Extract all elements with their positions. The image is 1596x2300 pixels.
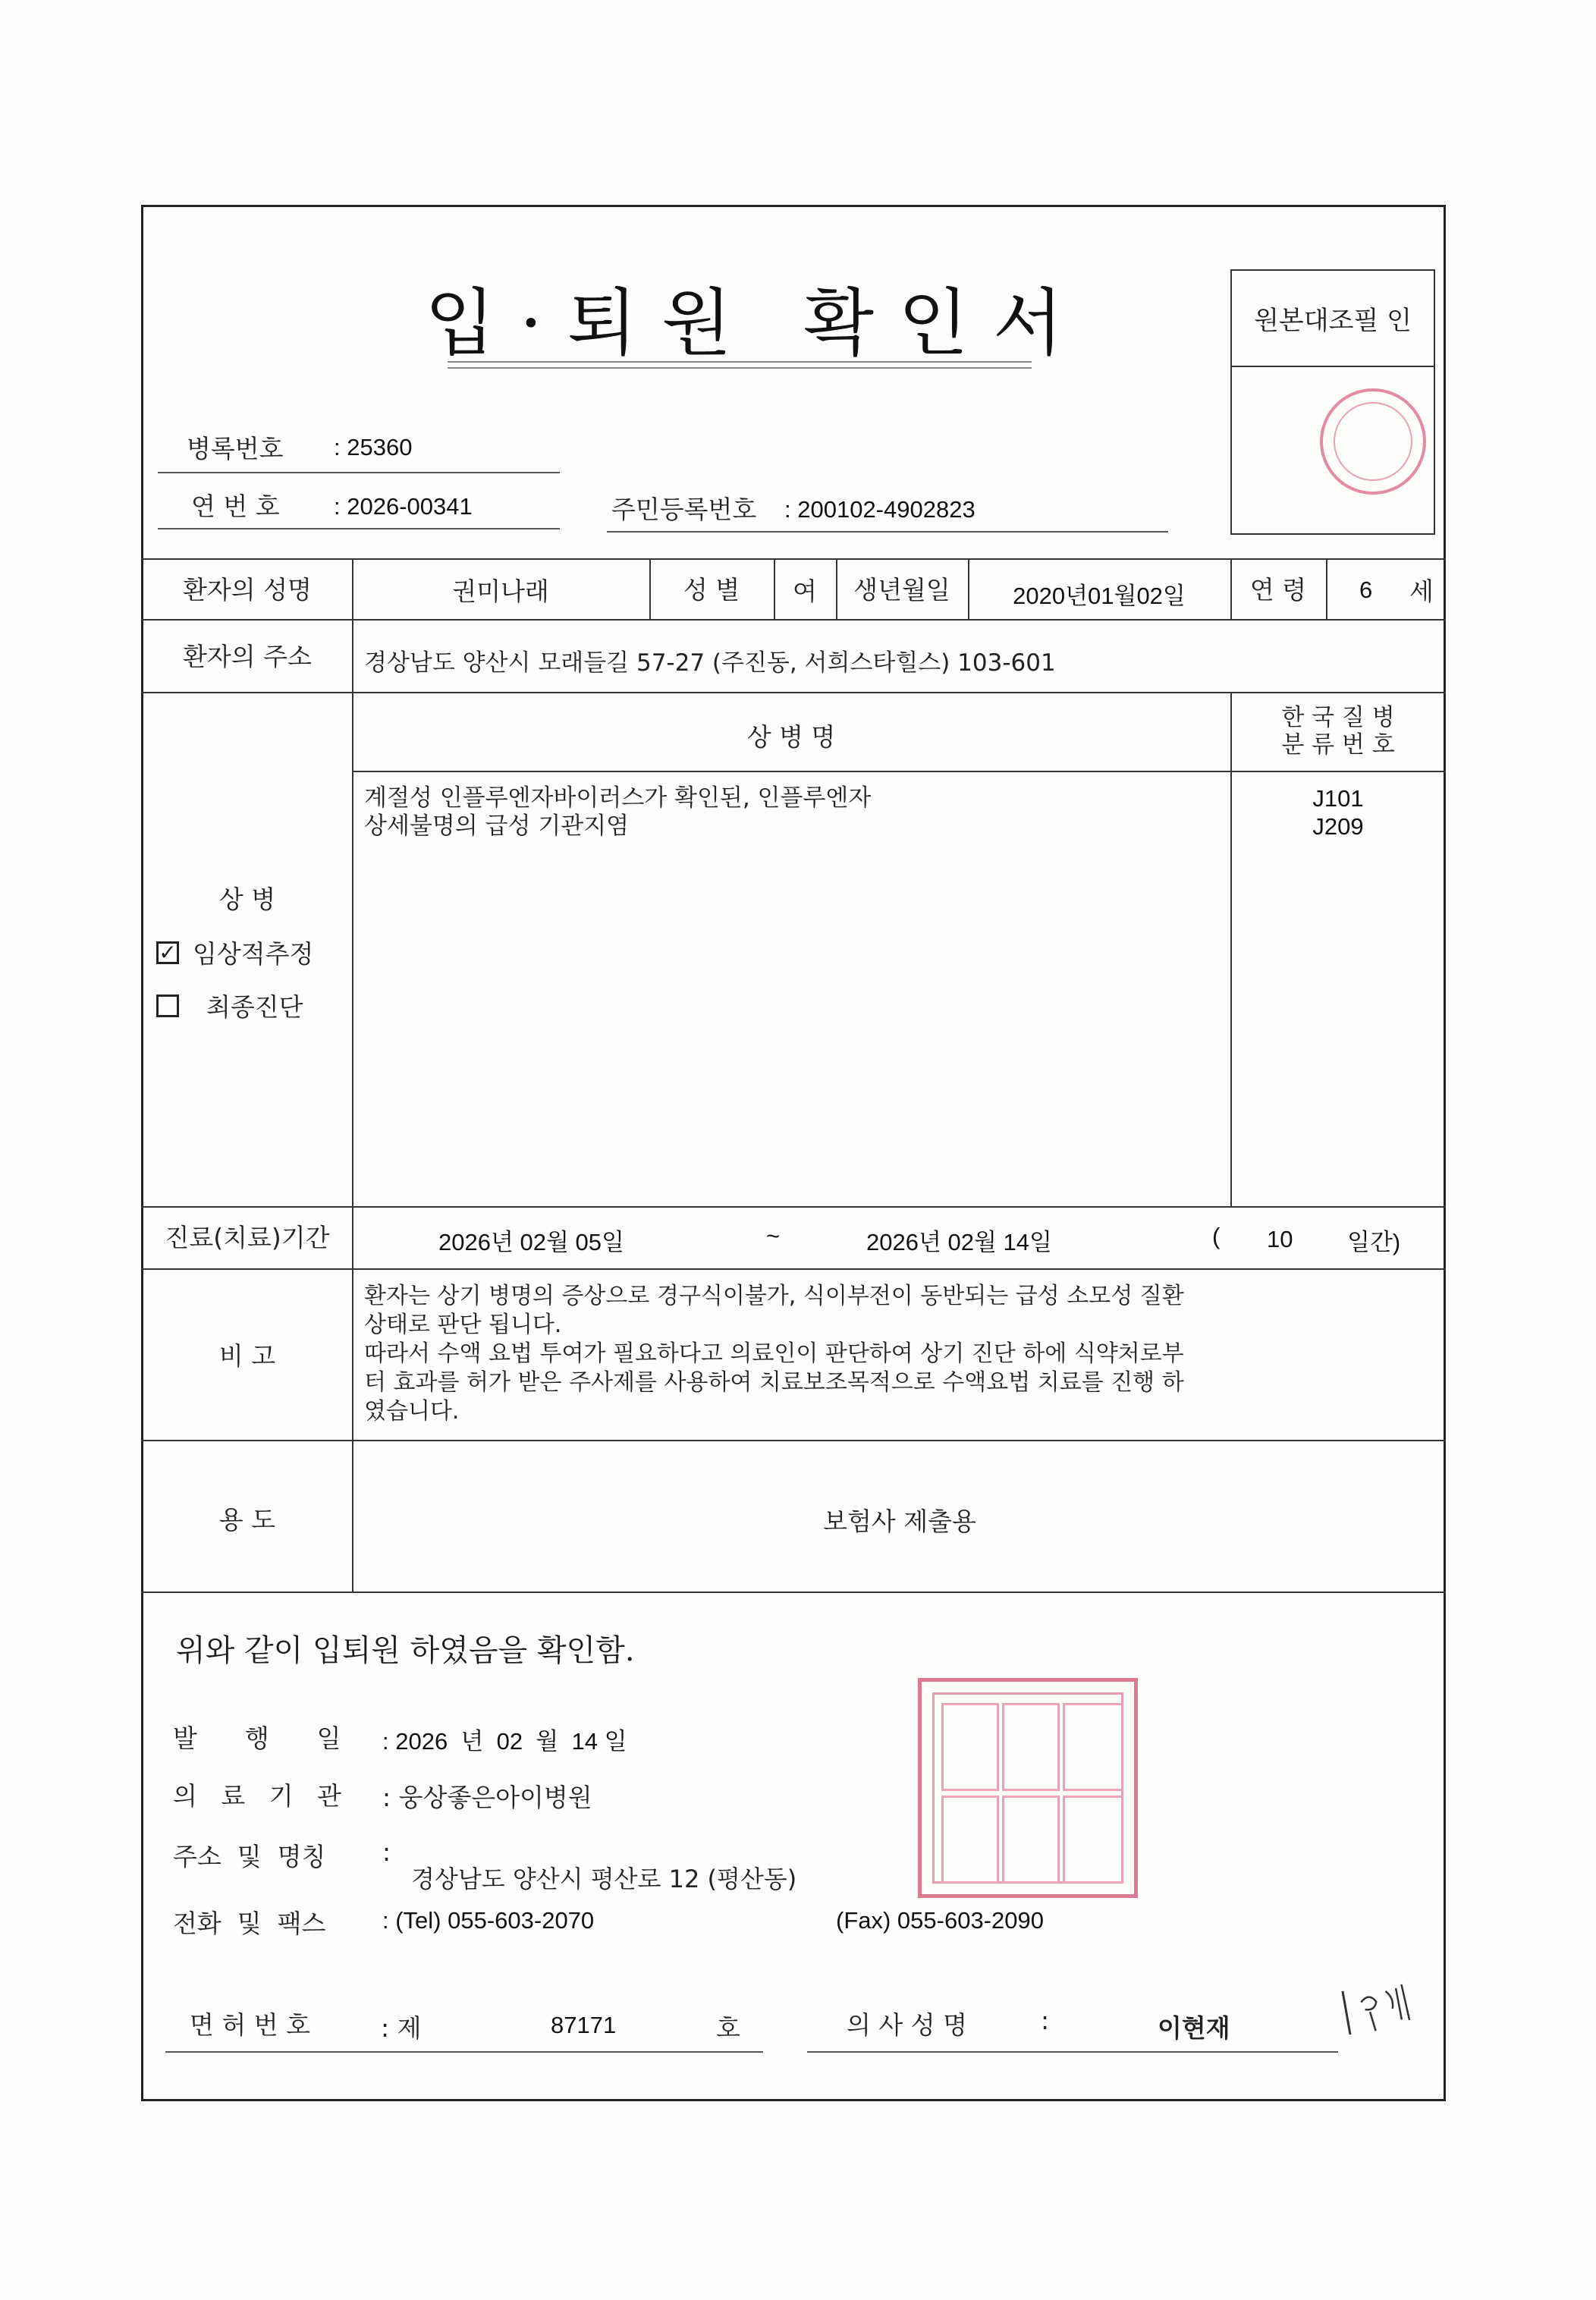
institution-name: 웅상좋은아이병원 — [398, 1783, 592, 1812]
doctor-underline — [807, 2051, 1338, 2053]
license-suffix: 호 — [716, 2013, 740, 2043]
col-line — [1230, 692, 1232, 1206]
row-line — [141, 1591, 1446, 1593]
institution-address: 경상남도 양산시 평산로 12 (평산동) — [411, 1865, 797, 1893]
row-line — [141, 1206, 1446, 1208]
diagnosis-name-header: 상 병 명 — [746, 722, 836, 752]
diagnosis-code: J209 — [1312, 813, 1364, 840]
sex-value: 여 — [793, 577, 817, 606]
final-diagnosis-label: 최종진단 — [206, 992, 303, 1022]
serial-no: 2026-00341 — [347, 493, 473, 520]
doctor-label: 의 사 성 명 — [847, 2010, 967, 2040]
doctor-colon: : — [1041, 2006, 1050, 2035]
remarks-line: 환자는 상기 병명의 증상으로 경구식이불가, 식이부전이 동반되는 급성 소모성 질환 — [364, 1283, 1184, 1309]
row-line — [141, 1440, 1446, 1441]
period-start: 2026년 02월 05일 — [438, 1229, 624, 1255]
record-no-value: : 25360 — [334, 434, 413, 460]
patient-name-label: 환자의 성명 — [183, 575, 312, 605]
period-tilde: ~ — [766, 1223, 781, 1249]
remarks-line: 따라서 수액 요법 투여가 필요하다고 의료인이 판단하여 상기 진단 하에 식약처로부 — [364, 1340, 1184, 1367]
signature-icon — [1335, 1972, 1426, 2044]
resident-no: 200102-4902823 — [797, 496, 976, 523]
address-label: 환자의 주소 — [183, 642, 312, 671]
institution-value: : 웅상좋은아이병원 — [382, 1783, 592, 1812]
record-no-underline — [158, 472, 560, 473]
col-line — [352, 558, 353, 1591]
treatment-period-label: 진료(치료)기간 — [165, 1223, 330, 1252]
resident-no-value: : 200102-4902823 — [784, 496, 976, 523]
period-end: 2026년 02월 14일 — [866, 1229, 1052, 1255]
doctor-signature — [1335, 1972, 1427, 2050]
remarks-line: 였습니다. — [364, 1398, 460, 1425]
title-underline-2 — [448, 367, 1032, 369]
serial-no-underline — [158, 528, 560, 529]
birth-value: 2020년01월02일 — [1013, 583, 1186, 609]
diagnosis-text — [364, 784, 871, 841]
sex-label: 성 별 — [683, 575, 740, 605]
doctor-name: 이현재 — [1158, 2013, 1230, 2043]
clinical-estimate-label: 임상적추정 — [193, 939, 314, 969]
record-no-label: 병록번호 — [187, 434, 284, 463]
serial-no-value: : 2026-00341 — [334, 493, 473, 520]
record-no: 25360 — [347, 434, 413, 460]
diagnosis-code: J101 — [1312, 785, 1364, 812]
remarks-label: 비 고 — [218, 1341, 276, 1371]
institution-label: 의 료 기 관 — [173, 1781, 341, 1811]
age-label: 연 령 — [1249, 575, 1307, 605]
remarks-line: 터 효과를 허가 받은 주사제를 사용하여 치료보조목적으로 수액요법 치료를 진행 하 — [364, 1369, 1184, 1396]
col-line — [1326, 558, 1327, 619]
kcd-code-header-line1: 한 국 질 병 — [1281, 704, 1395, 731]
phone-fax-label: 전화 및 팩스 — [173, 1909, 326, 1938]
serial-no-label: 연 번 호 — [191, 492, 280, 521]
diagnosis-line: 계절성 인플루엔자바이러스가 확인된, 인플루엔자 — [364, 784, 872, 812]
empty-box-icon[interactable] — [156, 994, 179, 1017]
verification-seal-icon — [1320, 388, 1426, 495]
license-label: 면 허 번 호 — [190, 2010, 310, 2040]
original-verification-label: 원본대조필 인 — [1232, 271, 1434, 367]
title-underline — [448, 361, 1032, 363]
row-line — [141, 558, 1446, 560]
license-prefix-text: 제 — [397, 2013, 422, 2043]
final-diagnosis-option[interactable] — [156, 988, 303, 1023]
hospital-seal-icon — [918, 1678, 1138, 1898]
patient-name: 권미나래 — [452, 577, 549, 606]
row-line — [141, 1268, 1446, 1270]
clinical-estimate-option[interactable] — [156, 935, 313, 970]
tel-number: (Tel) 055-603-2070 — [395, 1907, 595, 1934]
license-underline — [165, 2051, 763, 2053]
fax-value: (Fax) 055-603-2090 — [836, 1907, 1044, 1934]
diagnosis-label: 상 병 — [218, 884, 276, 914]
remarks-text — [364, 1282, 1426, 1426]
period-open-paren: ( — [1212, 1223, 1221, 1249]
purpose-label: 용 도 — [218, 1505, 276, 1535]
age-unit: 세 — [1409, 577, 1434, 606]
birth-label: 생년월일 — [853, 575, 950, 605]
license-number: 87171 — [551, 2012, 617, 2038]
row-line — [141, 692, 1446, 693]
period-days-unit: 일간) — [1347, 1229, 1401, 1255]
confirmation-text: 위와 같이 입퇴원 하였음을 확인함. — [176, 1633, 635, 1668]
row-line — [141, 619, 1446, 621]
kcd-code-header-line2: 분 류 번 호 — [1281, 731, 1395, 759]
license-prefix: : 제 — [381, 2013, 422, 2043]
diagnosis-codes — [1232, 784, 1444, 841]
remarks-line: 상태로 판단 됩니다. — [364, 1312, 562, 1338]
check-box-icon[interactable]: ✓ — [156, 941, 179, 964]
resident-no-underline — [607, 531, 1168, 533]
diagnosis-line: 상세불명의 급성 기관지염 — [364, 812, 630, 840]
issue-date-value: : 2026 년 02 월 14 일 — [382, 1728, 627, 1755]
issue-date-label: 발 행 일 — [173, 1723, 341, 1753]
issue-date: 2026 년 02 월 14 일 — [395, 1728, 627, 1755]
period-days: 10 — [1267, 1226, 1293, 1252]
tel-value: : (Tel) 055-603-2070 — [382, 1907, 595, 1934]
address-name-label: 주소 및 명칭 — [173, 1842, 326, 1871]
row-line — [353, 771, 1446, 772]
kcd-code-header — [1232, 704, 1444, 759]
purpose-value: 보험사 제출용 — [823, 1507, 976, 1536]
document-title: 입·퇴원 확인서 — [425, 281, 1088, 366]
resident-no-label: 주민등록번호 — [611, 495, 757, 524]
age-value: 6 — [1359, 577, 1373, 603]
address-value: 경상남도 양산시 모래들길 57-27 (주진동, 서희스타힐스) 103-601 — [364, 649, 1056, 677]
address-colon: : — [382, 1837, 391, 1867]
